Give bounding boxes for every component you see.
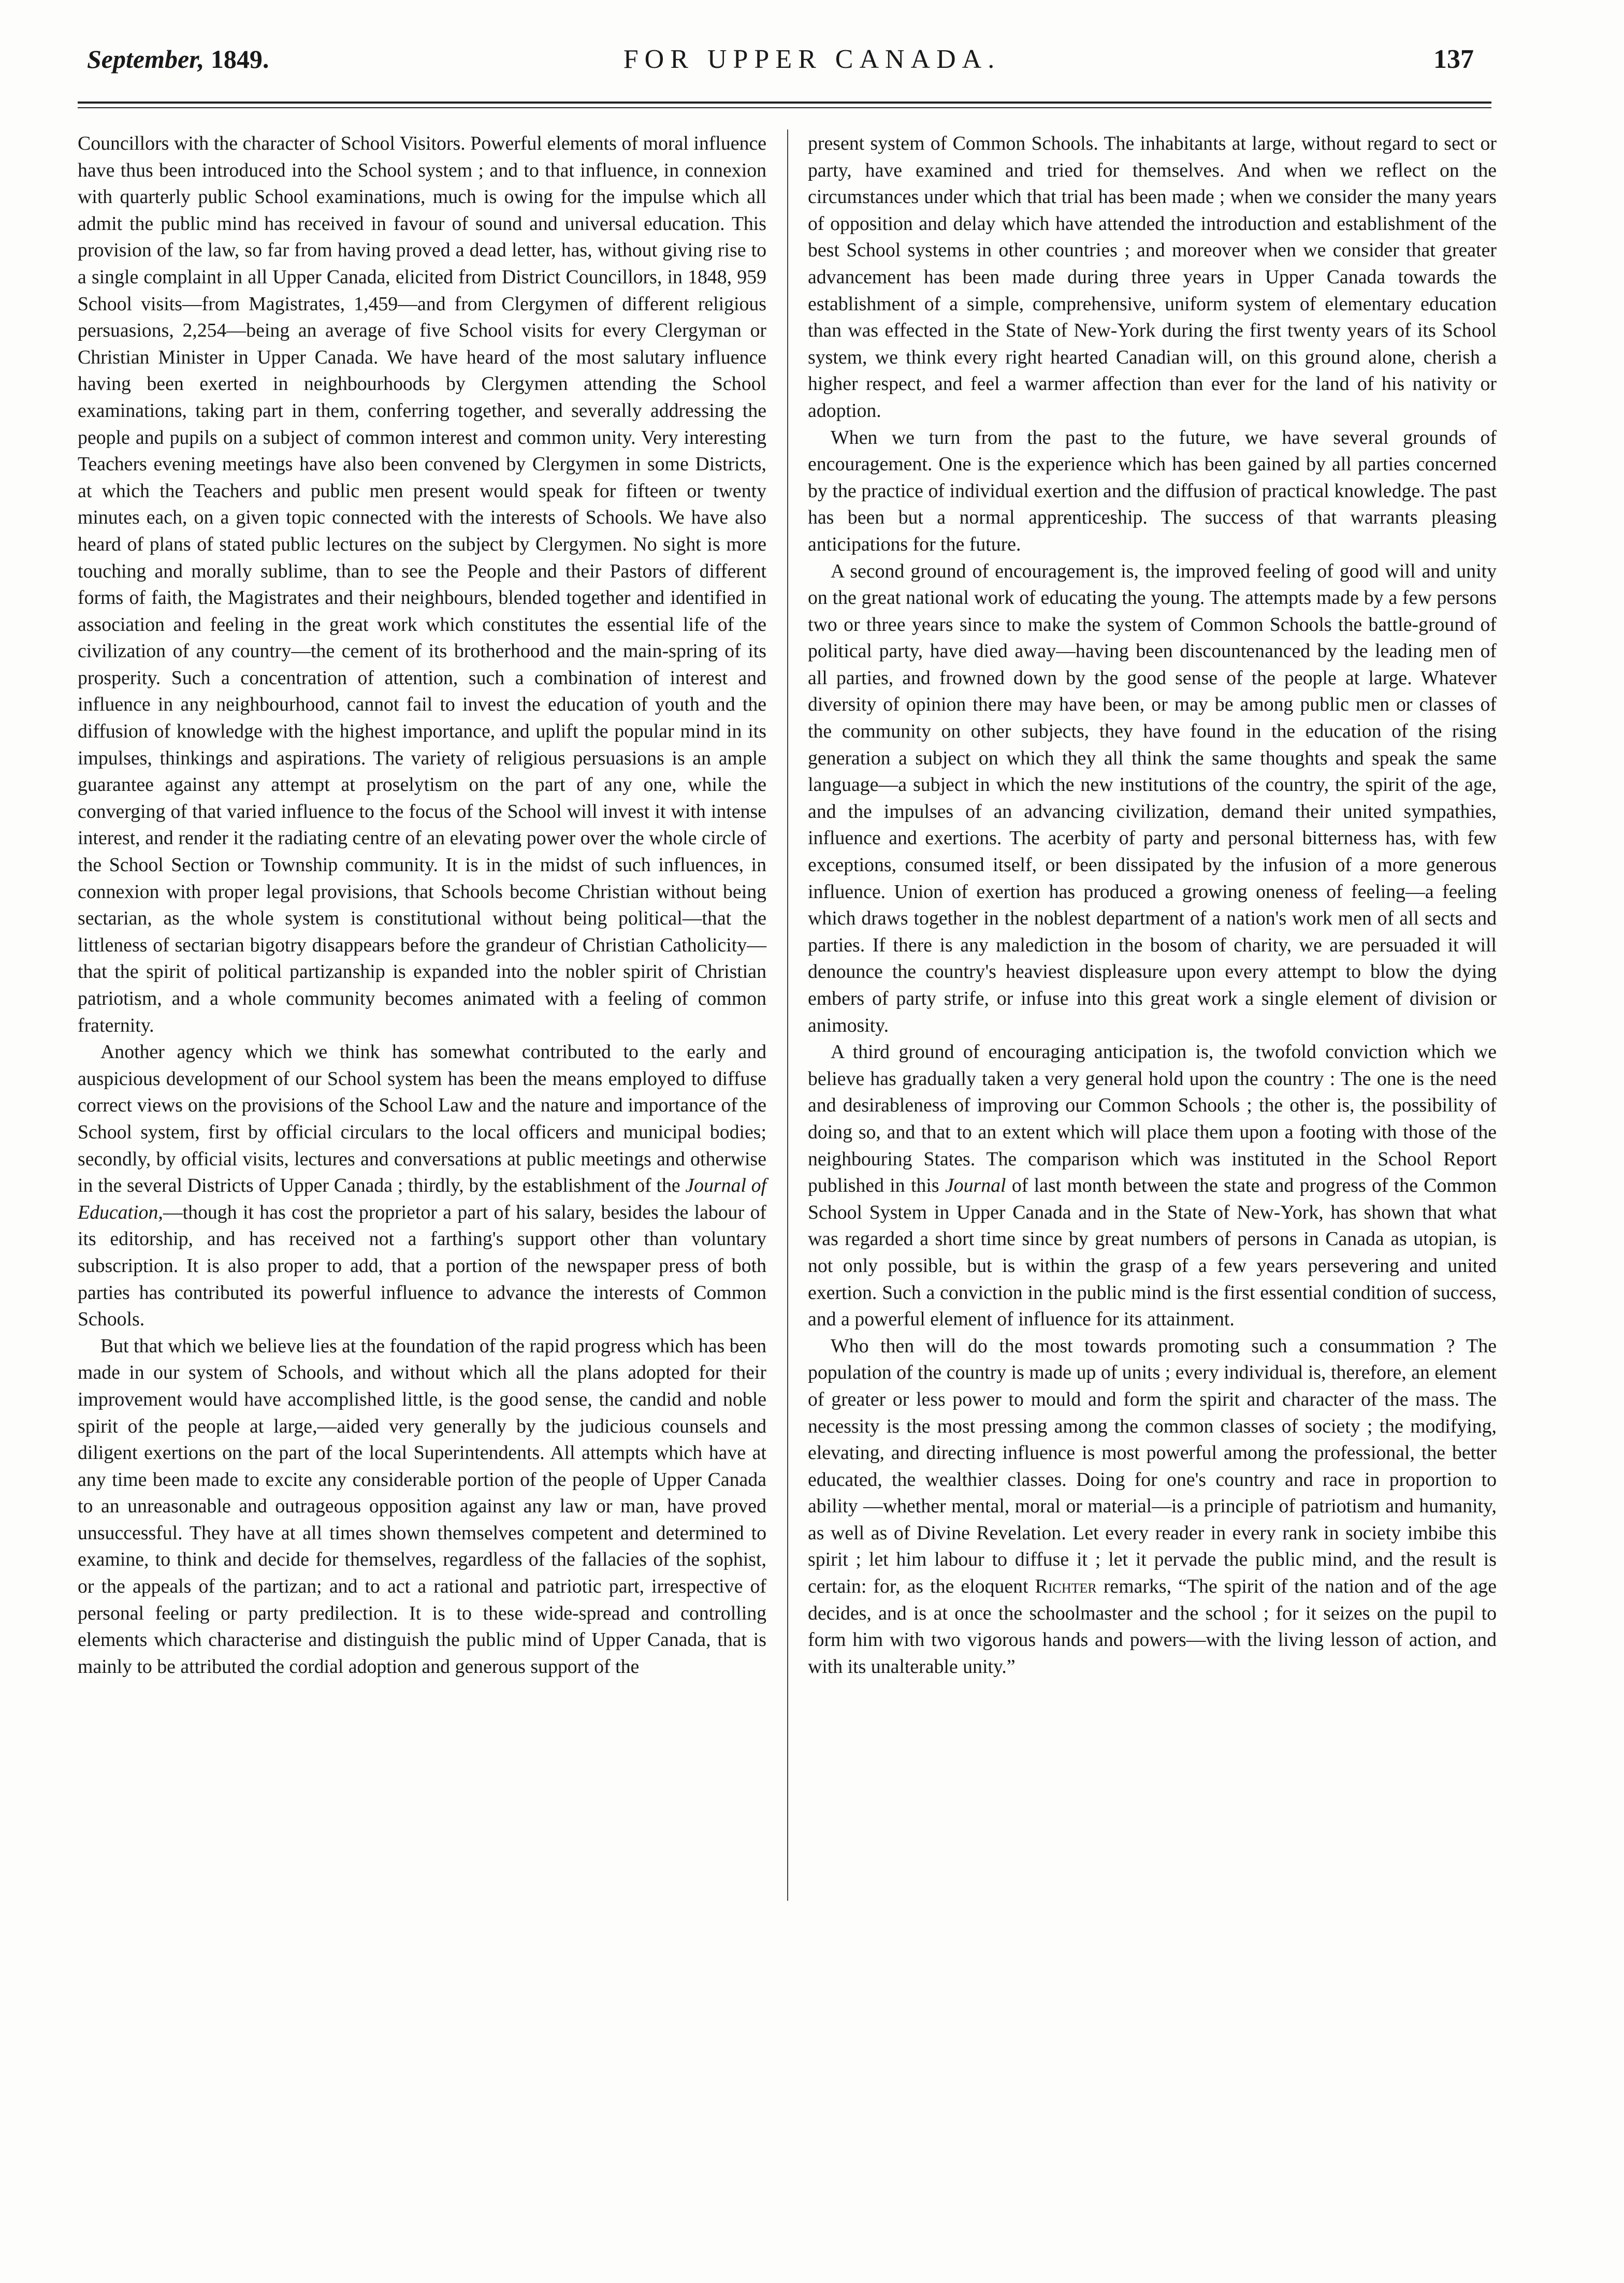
right-paragraph-4: [808, 1039, 1497, 1333]
header-rule-thin: [78, 107, 1491, 108]
left-paragraph-3: But that which we believe lies at the foundation of the rapid progress which has been made in our system of Schools, and without which all the plans adopted for their improvement would have accomplished little, is the good sense, the candid and noble spirit of the people at large,—aided very generally by the judicious counsels and diligent exertions on the part of the local Superintendents. All attempts which have at any time been made to excite any considerable portion of the people of Upper Canada to an unreasonable and outrageous opposition against any law or man, have proved unsuccessful. They have at all times shown themselves competent and determined to examine, to think and decide for themselves, regardless of the fallacies of the sophist, or the appeals of the partizan; and to act a rational and patriotic part, irrespective of personal feeling or party predilection. It is to these wide-spread and controlling elements which characterise and distinguish the public mind of Upper Canada, that is mainly to be attributed the cordial adoption and generous support of the: [78, 1335, 766, 1678]
richter-name: Richter: [1035, 1576, 1097, 1598]
right-paragraph-5: [808, 1333, 1497, 1681]
right-paragraph-2: When we turn from the past to the future, we have several grounds of encouragement. One is the experience which has been gained by all parties concerned by the practice of individual exertion and the diffusion of practical knowledge. The past has been but a normal apprenticeship. The success of that warrants pleasing anticipations for the future.: [808, 426, 1497, 555]
header-year: 1849.: [204, 45, 269, 74]
left-column: [78, 131, 766, 1680]
page-number: 137: [1433, 45, 1474, 74]
left-paragraph-2-text-b: —though it has cost the proprietor a part of his salary, besides the labour of its editorship, and has received not a farthing's support other than voluntary subscription. It is also proper to add, that a portion of the newspaper press of both parties has contributed its powerful influence to advance the interests of Common Schools.: [78, 1201, 766, 1331]
journal-title-italic: Journal of Education,: [78, 1175, 766, 1223]
right-column: [808, 131, 1497, 1680]
right-paragraph-5-text-a: Who then will do the most towards promoting such a consummation ? The population of the country is made up of units ; every individual is, therefore, an element of greater or less power to mould and form the spirit and character of the mass. The necessity is the most pressing among the common classes of society ; the modifying, elevating, and directing influence is most powerful among the professional, the better educated, the wealthier classes. Doing for one's country and race in proportion to ability —whether mental, moral or material—is a principle of patriotism and humanity, as well as of Divine Revelation. Let every reader in every rank in society imbibe this spirit ; let him labour to diffuse it ; let it pervade the public mind, and the result is certain: for, as the eloquent: [808, 1335, 1497, 1598]
right-paragraph-4-text-a: A third ground of encouraging anticipation is, the twofold conviction which we believe has gradually taken a very general hold upon the country : The one is the need and desirableness of improving our Common Schools ; the other is, the possibility of doing so, and that to an extent which will place them upon a footing with those of the neighbouring States. The comparison which was instituted in the School Report published in this: [808, 1041, 1497, 1197]
right-paragraph-4-text-b: of last month between the state and progress of the Common School System in Upper Canada and in the State of New-York, has shown that what was regarded a short time since by great numbers of persons in Canada as utopian, is not only possible, but is within the grasp of a few years persevering and united exertion. Such a conviction in the public mind is the first essential condition of success, and a powerful element of influence for its attainment.: [808, 1175, 1497, 1331]
column-divider: [787, 129, 788, 1901]
header-month: September,: [87, 45, 205, 74]
right-paragraph-3: A second ground of encouragement is, the improved feeling of good will and unity on the great national work of educating the young. The attempts made by a few persons two or three years since to make the system of Common Schools the battle-ground of political party, have died away—having been discountenanced by the leading men of all parties, and frowned down by the good sense of the people at large. Whatever diversity of opinion there may have been, or may be among public men or classes of the community on other subjects, they have found in the education of the rising generation a subject on which they all think the same thoughts and speak the same language—a subject in which the new institutions of the country, the spirit of the age, and the impulses of an advancing civilization, demand their united sympathies, influence and exertions. The acerbity of party and personal bitterness has, with few exceptions, consumed itself, or been dissipated by the infusion of a more generous influence. Union of exertion has produced a growing oneness of feeling—a feeling which draws together in the noblest department of a nation's work men of all sects and parties. If there is any malediction in the bosom of charity, we are persuaded it will denounce the country's heaviest displeasure upon every attempt to blow the dying embers of party strife, or infuse into this great work a single element of division or animosity.: [808, 560, 1497, 1036]
left-paragraph-2-text-a: Another agency which we think has somewhat contributed to the early and auspicious development of our School system has been the means employed to diffuse correct views on the provisions of the School Law and the nature and importance of the School system, first by official circulars to the local officers and municipal bodies; secondly, by official visits, lectures and conversations at public meetings and otherwise in the several Districts of Upper Canada ; thirdly, by the establishment of the: [78, 1041, 766, 1197]
running-header: [0, 44, 1624, 91]
right-paragraph-5-text-b: remarks, “The spirit of the nation and of the age decides, and is at once the schoolmaster and the school ; for it seizes on the pupil to form him with two vigorous hands and powers—with the living lesson of action, and with its unalterable unity.”: [808, 1576, 1497, 1678]
header-rule-thick: [78, 102, 1491, 104]
right-paragraph-1: present system of Common Schools. The inhabitants at large, without regard to sect or party, have examined and tried for themselves. And when we reflect on the circumstances under which that trial has been made ; when we consider the many years of opposition and delay which have attended the introduction and establishment of the best School systems in other countries ; and moreover when we consider that greater advancement has been made during three years in Upper Canada towards the establishment of a simple, comprehensive, uniform system of elementary education than was effected in the State of New-York during the first twenty years of its School system, we think every right hearted Canadian will, on this ground alone, cherish a higher respect, and feel a warmer affection than ever for the land of his nativity or adoption.: [808, 133, 1497, 422]
header-title: FOR UPPER CANADA.: [623, 45, 1001, 74]
left-paragraph-2: [78, 1039, 766, 1333]
journal-italic: Journal: [945, 1175, 1006, 1197]
left-paragraph-1: Councillors with the character of School Visitors. Powerful elements of moral influence have thus been introduced into the School system ; and to that influence, in connexion with quarterly public School examinations, much is owing for the impulse which all admit the public mind has received in favour of sound and universal education. This provision of the law, so far from having proved a dead letter, has, without giving rise to a single complaint in all Upper Canada, elicited from District Councillors, in 1848, 959 School visits—from Magistrates, 1,459—and from Clergymen of different religious persuasions, 2,254—being an average of five School visits for every Clergyman or Christian Minister in Upper Canada. We have heard of the most salutary influence having been exerted in neighbourhoods by Clergymen attending the School examinations, taking part in them, conferring together, and severally addressing the people and pupils on a subject of common interest and common unity. Very interesting Teachers evening meetings have also been convened by Clergymen in some Districts, at which the Teachers and public men present would speak for fifteen or twenty minutes each, on a given topic connected with the interests of Schools. We have also heard of plans of stated public lectures on the subject by Clergymen. No sight is more touching and morally sublime, than to see the People and their Pastors of different forms of faith, the Magistrates and their neighbours, blended together and identified in association and feeling in the great work which constitutes the essential life of the civilization of any country—the cement of its brotherhood and the main-spring of its prosperity. Such a concentration of attention, such a combination of interest and influence in any neighbourhood, cannot fail to invest the education of youth and the diffusion of knowledge with the highest importance, and uplift the popular mind in its impulses, thinkings and aspirations. The variety of religious persuasions is an ample guarantee against any attempt at proselytism on the part of any one, while the converging of that varied influence to the focus of the School will invest it with intense interest, and render it the radiating centre of an elevating power over the whole circle of the School Section or Township community. It is in the midst of such influences, in connexion with proper legal provisions, that Schools become Christian without being sectarian, as the whole system is constitutional without being political—that the littleness of sectarian bigotry disappears before the grandeur of Christian Catholicity—that the spirit of political partizanship is expanded into the nobler spirit of Christian patriotism, and a whole community becomes animated with a feeling of common fraternity.: [78, 133, 766, 1036]
